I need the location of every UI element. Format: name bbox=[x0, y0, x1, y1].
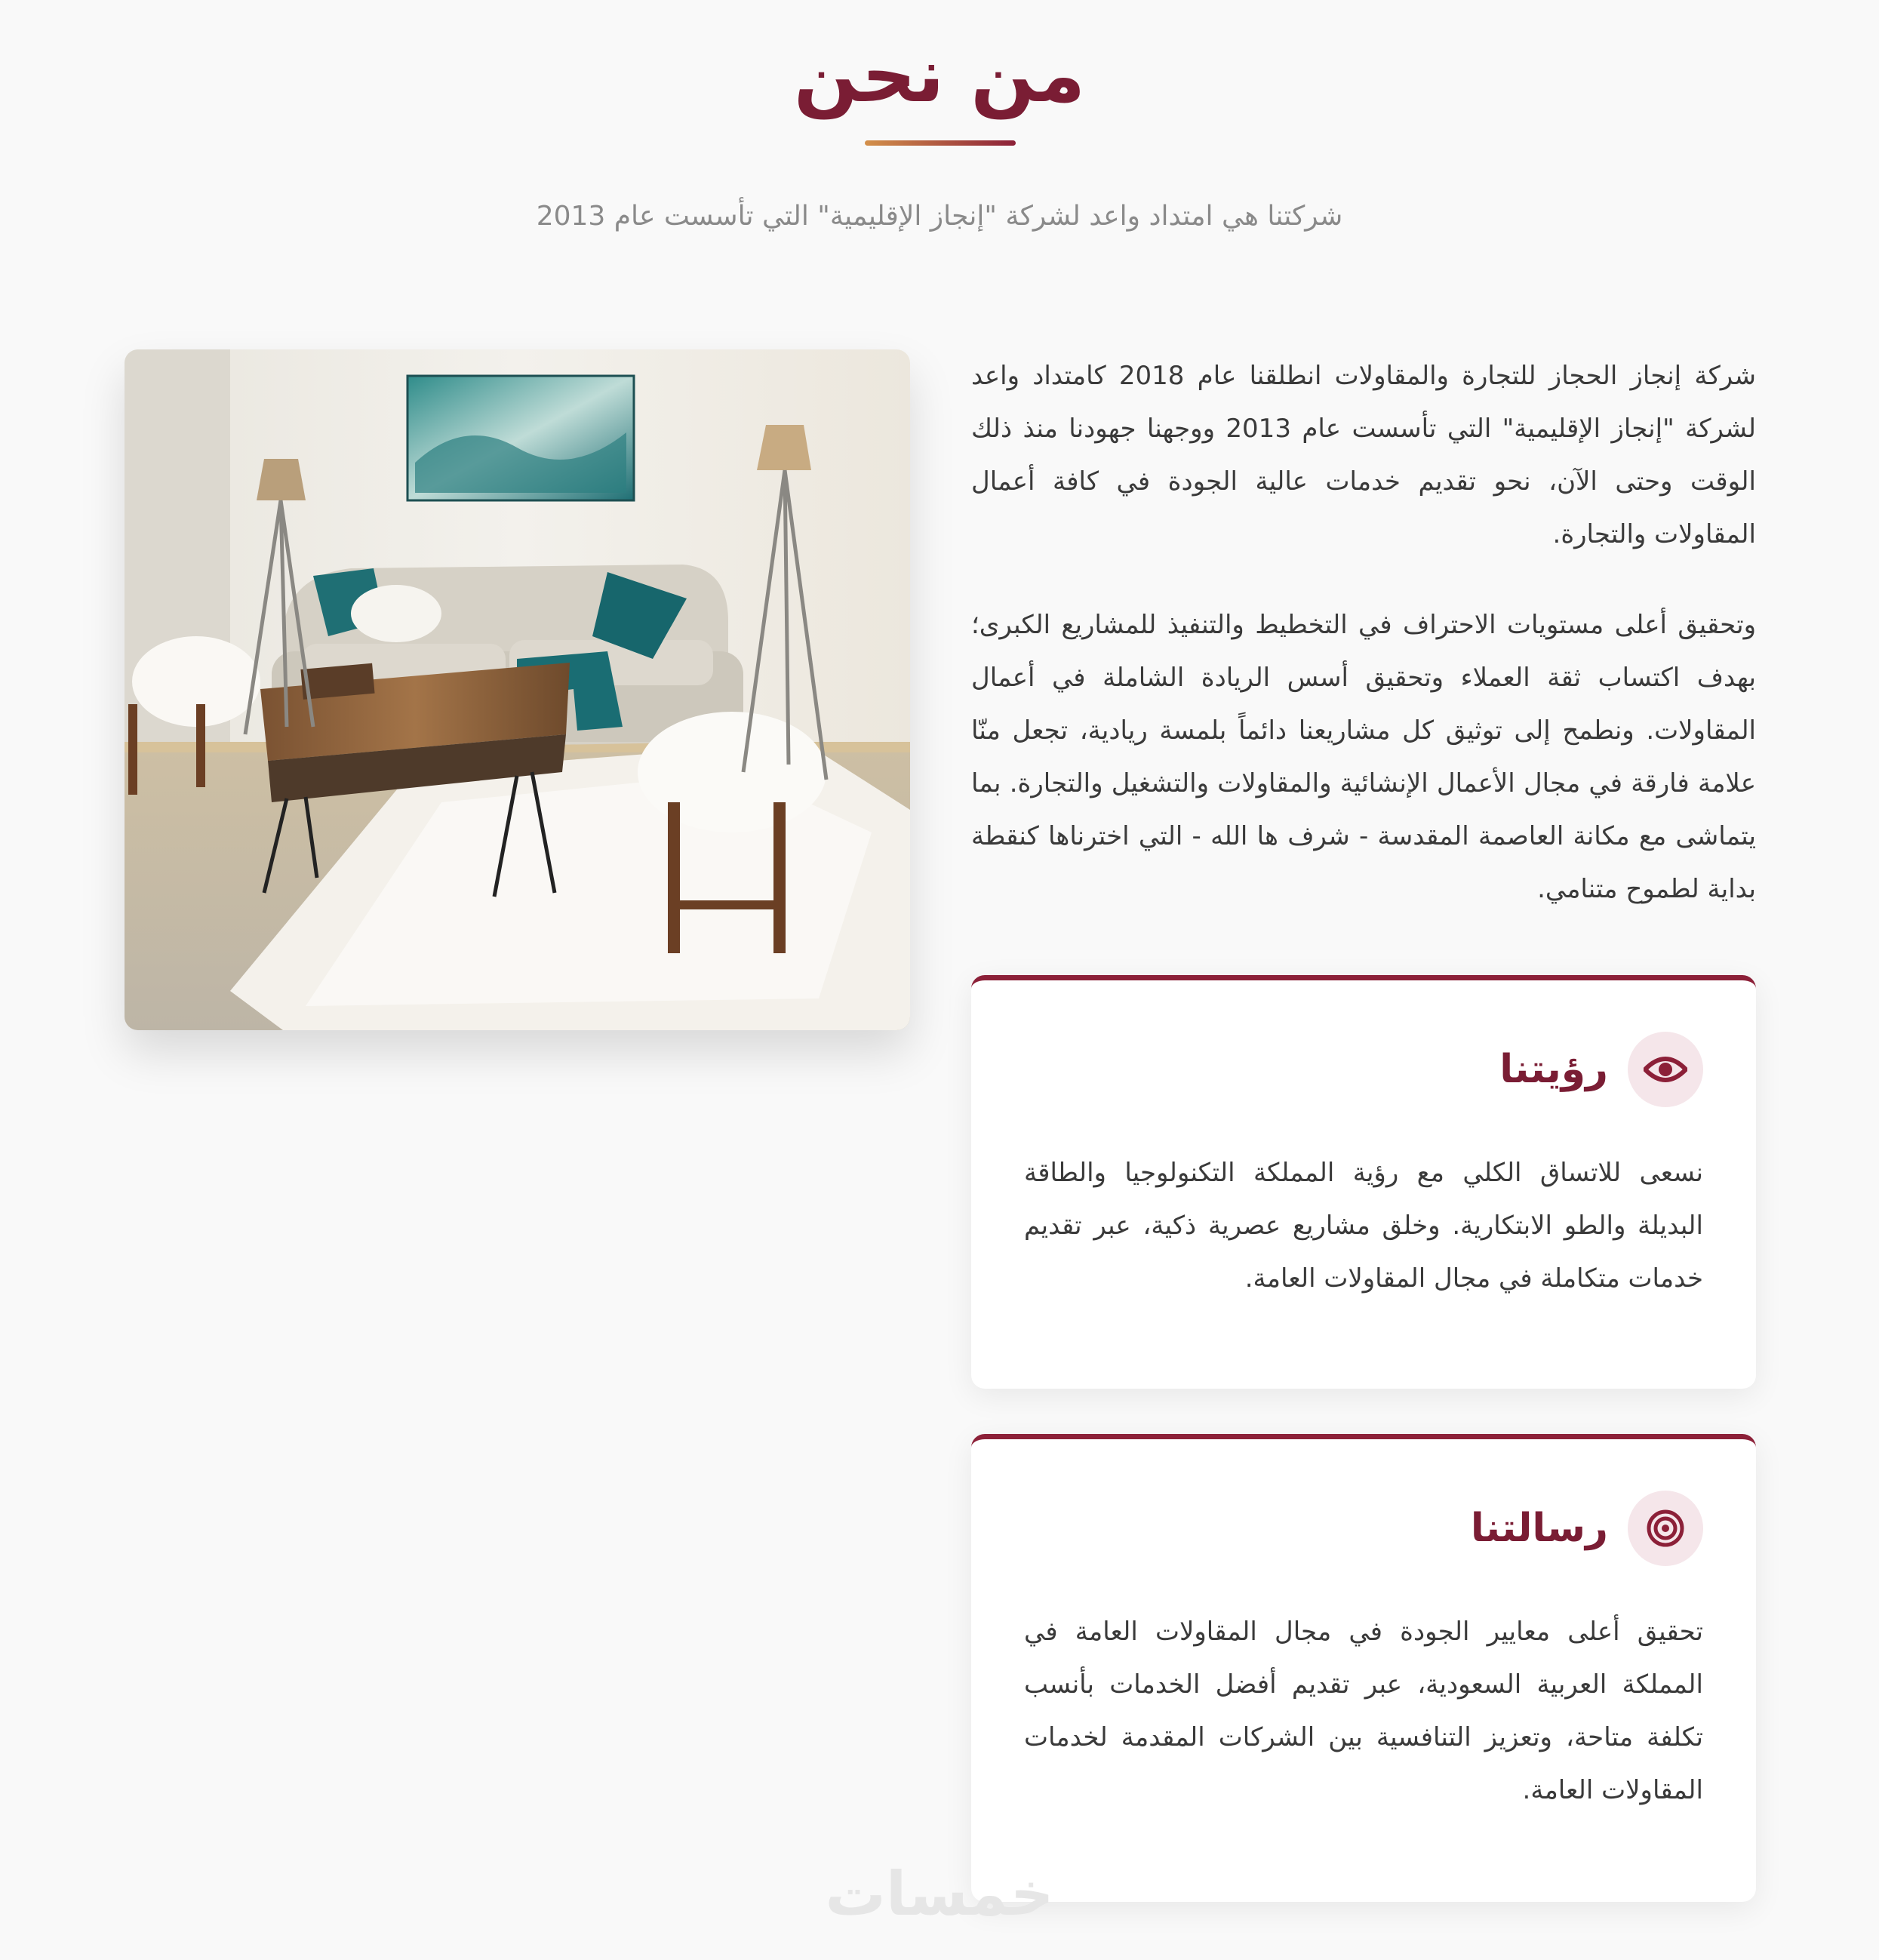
eye-icon bbox=[1628, 1032, 1703, 1107]
mission-card bbox=[971, 1434, 1756, 1902]
section-subtitle: شركتنا هي امتداد واعد لشركة "إنجاز الإقليمية" التي تأسست عام 2013 bbox=[536, 201, 1343, 232]
section-title: من نحن bbox=[793, 31, 1086, 119]
living-room-illustration bbox=[125, 349, 910, 1030]
intro-text bbox=[971, 349, 1756, 915]
intro-paragraph-1: شركة إنجاز الحجاز للتجارة والمقاولات انطلقنا عام 2018 كامتداد واعد لشركة "إنجاز الإقليمية" التي تأسست عام 2013 ووجهنا جهودنا منذ ذلك الوقت وحتى الآن، نحو تقديم خدمات عالية الجودة في كافة أعمال المقاولات والتجارة. bbox=[971, 361, 1757, 549]
vision-title: رؤيتنا bbox=[1499, 1047, 1608, 1092]
vision-body: نسعى للاتساق الكلي مع رؤية المملكة التكنولوجيا والطاقة البديلة والطو الابتكارية. وخلق مشاريع عصرية ذكية، عبر تقديم خدمات متكاملة في مجال المقاولات العامة. bbox=[1024, 1158, 1703, 1294]
target-icon bbox=[1628, 1491, 1703, 1566]
vision-card bbox=[971, 975, 1756, 1389]
watermark-logo: خمسات bbox=[825, 1859, 1054, 1929]
vision-card-header bbox=[1499, 1032, 1703, 1107]
title-underline bbox=[865, 140, 1016, 146]
intro-paragraph-2: وتحقيق أعلى مستويات الاحتراف في التخطيط والتنفيذ للمشاريع الكبرى؛ بهدف اكتساب ثقة العملاء وتحقيق أسس الريادة الشاملة في أعمال المقاولات. ونطمح إلى توثيق كل مشاريعنا دائماً بلمسة ريادية، تجعل منّا علامة فارقة في مجال الأعمال الإنشائية والمقاولات والتشغيل والتجارة. بما يتماشى مع مكانة العاصمة المقدسة - شرف ها الله - التي اخترناها كنقطة بداية لطموح متنامي. bbox=[971, 610, 1756, 904]
mission-card-header bbox=[1471, 1491, 1703, 1566]
living-room-photo bbox=[125, 349, 910, 1030]
mission-body: تحقيق أعلى معايير الجودة في مجال المقاولات العامة في المملكة العربية السعودية، عبر تقديم أفضل الخدمات بأنسب تكلفة متاحة، وتعزيز التنافسية بين الشركات المقدمة لخدمات المقاولات العامة. bbox=[1024, 1617, 1703, 1805]
mission-title: رسالتنا bbox=[1470, 1506, 1608, 1551]
